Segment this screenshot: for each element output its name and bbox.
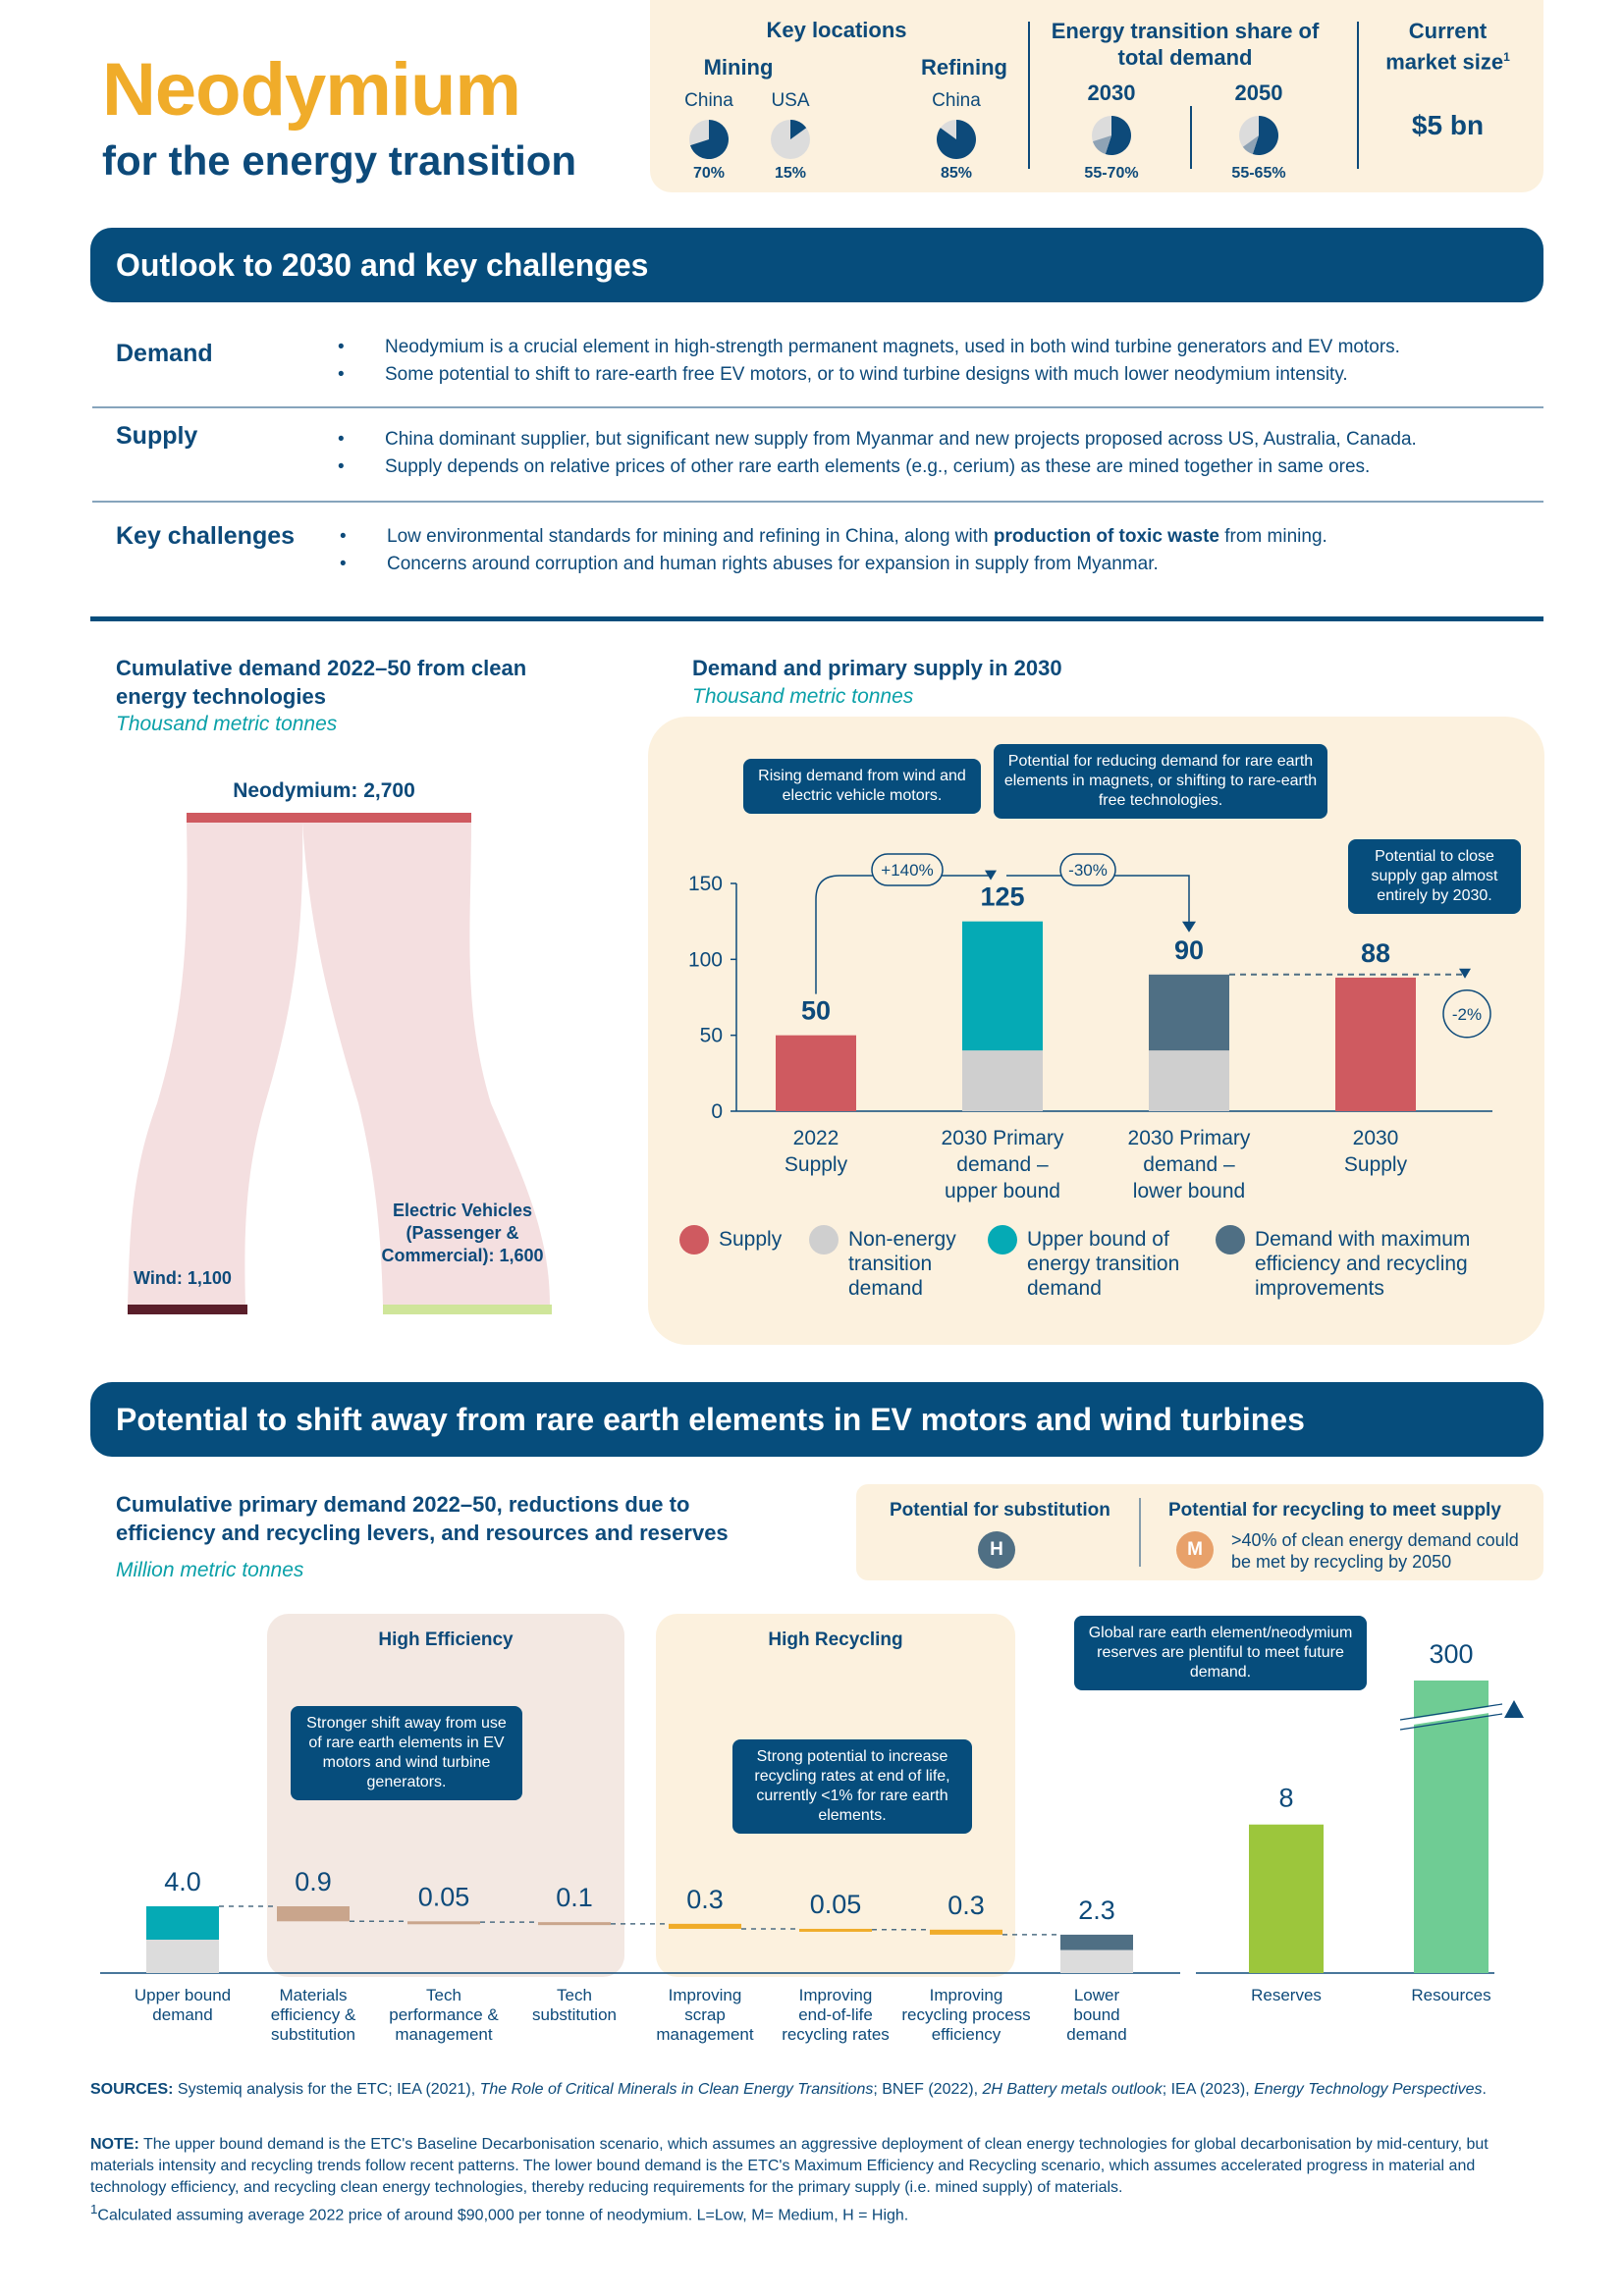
y-tick-label: 0	[711, 1100, 723, 1123]
high-efficiency-label: High Efficiency	[378, 1629, 514, 1650]
waterfall-category-label: bound	[1073, 2005, 1120, 2024]
x-tick-label: Supply	[784, 1153, 848, 1176]
waterfall-value-label: 2.3	[1078, 1895, 1115, 1925]
x-tick-label: demand –	[956, 1153, 1049, 1176]
share-heading: Energy transition share of total demand	[1051, 19, 1320, 70]
waterfall-category-label: management	[395, 2025, 493, 2044]
callout-supply-gap: Potential to close supply gap almost entirely by 2030.	[1348, 839, 1521, 914]
ds-legend	[679, 1227, 1534, 1301]
row-divider	[92, 501, 1543, 503]
waterfall-bar-reduction	[799, 1929, 872, 1932]
legend-item	[809, 1227, 966, 1301]
arrow-head	[1459, 969, 1471, 979]
callout-reserves: Global rare earth element/neodymium reserves are plentiful to meet future demand.	[1074, 1616, 1367, 1690]
x-tick-label: 2030 Primary	[1127, 1127, 1251, 1149]
reserve-category-label: Resources	[1411, 1986, 1491, 2004]
divider	[1357, 22, 1359, 169]
bar-total-label: 88	[1360, 937, 1391, 968]
key-locations-heading: Key locations	[766, 18, 907, 42]
waterfall-category-label: scrap	[684, 2005, 726, 2024]
waterfall-value-label: 0.1	[556, 1883, 593, 1913]
reserve-value-label: 300	[1429, 1639, 1474, 1669]
substitution-heading: Potential for substitution	[890, 1500, 1110, 1521]
waterfall-category-label: Materials	[279, 1986, 348, 2004]
recycling-badge: M	[1176, 1531, 1214, 1569]
y-tick-label: 150	[687, 873, 723, 895]
waterfall-category-label: recycling process	[901, 2005, 1031, 2024]
substitution-badge: H	[978, 1531, 1015, 1569]
x-tick-label: 2022	[792, 1127, 839, 1149]
refining-heading: Refining	[921, 55, 1007, 80]
waterfall-value-label: 0.3	[947, 1890, 985, 1920]
waterfall-title: Cumulative primary demand 2022–50, reductions due to efficiency and recycling levers, and resources and reserves	[116, 1492, 729, 1545]
callout-recycling: Strong potential to increase recycling rates at end of life, currently <1% for rare earth elements.	[732, 1739, 972, 1834]
sankey-unit: Thousand metric tonnes	[116, 713, 338, 735]
waterfall-category-label: demand	[152, 2005, 213, 2024]
bar-segment	[776, 1036, 856, 1111]
reserve-bar	[1414, 1681, 1489, 1973]
pie-mining-china	[687, 118, 731, 161]
legend-item	[988, 1227, 1194, 1301]
waterfall-category-label: efficiency &	[270, 2005, 356, 2024]
reserve-category-label: Reserves	[1251, 1986, 1322, 2004]
share-year-2050: 2050	[1234, 80, 1283, 105]
supply-bullets	[338, 426, 1536, 481]
divider	[1190, 106, 1192, 169]
bar-total-label: 125	[980, 881, 1025, 912]
bullet-item: • Neodymium is a crucial element in high-strength permanent magnets, used in both wind turbine generators and EV motors.	[338, 337, 1400, 357]
page-title: Neodymium	[102, 48, 520, 132]
bar-segment	[1335, 978, 1416, 1111]
section-divider	[90, 616, 1543, 621]
row-divider	[92, 406, 1543, 408]
waterfall-category-label: management	[656, 2025, 754, 2044]
arrow-head	[1182, 922, 1196, 933]
callout-reducing-demand: Potential for reducing demand for rare earth elements in magnets, or shifting to rare-earth free technologies.	[994, 744, 1327, 819]
ds-chart-title: Demand and primary supply in 2030	[692, 656, 1062, 680]
x-tick-label: 2030 Primary	[941, 1127, 1064, 1149]
market-value: $5 bn	[1411, 110, 1485, 140]
sankey-ev-node	[383, 1305, 552, 1314]
sources: SOURCES: Systemiq analysis for the ETC; IEA (2021), The Role of Critical Minerals in Clean Energy Transitions; BNEF (2022), 2H Battery metals outlook; IEA (2023), Energy Technology Perspectives.	[90, 2081, 1487, 2098]
bar-segment	[1149, 975, 1229, 1050]
legend-label: Non-energy transition demand	[848, 1228, 956, 1300]
waterfall-category-label: performance &	[389, 2005, 499, 2024]
bullet-item: • Supply depends on relative prices of other rare earth elements (e.g., cerium) as these are mined together in same ores.	[338, 456, 1371, 477]
waterfall-value-label: 0.05	[809, 1889, 862, 1919]
demand-row-label: Demand	[116, 340, 213, 367]
bullet-item: • Concerns around corruption and human rights abuses for expansion in supply from Myanmar.	[340, 554, 1159, 574]
bar-segment	[962, 922, 1043, 1050]
waterfall-bar-total	[146, 1906, 219, 1940]
x-tick-label: upper bound	[945, 1180, 1060, 1202]
waterfall-category-label: Improving	[929, 1986, 1003, 2004]
note: NOTE: The upper bound demand is the ETC's Baseline Decarbonisation scenario, which assumes an aggressive deployment of clean energy technologies for global decarbonisation by mid-century, but materials intensity and recycling trends follow recent patterns. The lower bound demand is the ETC's Maximum Efficiency and Recycling scenario, which assumes accelerated progress in material and technology efficiency, and recycling clean energy technologies, thereby reducing requirements for the primary supply (i.e. mined supply) of materials. $^1$Calculated assuming average 2022 price of around $90,000 per tonne of neodymium. L=Low, M= Medium, H = High.	[90, 2136, 1489, 2224]
sankey-source-node	[187, 813, 471, 823]
challenges-bullets	[340, 523, 1538, 578]
legend-swatch	[679, 1225, 709, 1255]
waterfall-category-label: substitution	[271, 2025, 355, 2044]
legend-item	[1216, 1227, 1471, 1301]
pie-mining-usa	[769, 118, 812, 161]
share-range-2050: 55-65%	[1231, 165, 1286, 182]
sankey-ev-label: Electric Vehicles (Passenger & Commercial): 1,600	[381, 1201, 544, 1265]
pie-share-2050	[1237, 114, 1280, 157]
divider	[1028, 22, 1030, 169]
waterfall-category-label: Lower	[1073, 1986, 1120, 2004]
mining-country-2: USA	[771, 90, 810, 111]
challenges-row-label: Key challenges	[116, 522, 296, 550]
sankey-title: Cumulative demand 2022–50 from clean energy technologies	[116, 656, 527, 709]
refining-country-1: China	[932, 90, 981, 111]
waterfall-category-label: demand	[1066, 2025, 1127, 2044]
x-tick-label: lower bound	[1132, 1180, 1246, 1202]
bullet-item: • Low environmental standards for mining and refining in China, along with production of toxic waste from mining.	[340, 526, 1327, 547]
waterfall-category-label: Upper bound	[134, 1986, 232, 2004]
reserve-value-label: 8	[1278, 1783, 1294, 1813]
waterfall-value-label: 4.0	[164, 1867, 201, 1896]
waterfall-category-label: Improving	[668, 1986, 742, 2004]
legend-swatch	[809, 1225, 839, 1255]
demand-bullets	[338, 334, 1536, 389]
y-tick-label: 100	[687, 948, 723, 972]
waterfall-value-label: 0.3	[686, 1884, 724, 1914]
high-recycling-label: High Recycling	[768, 1629, 903, 1650]
waterfall-bar-reduction	[930, 1930, 1002, 1935]
legend-swatch	[1216, 1225, 1245, 1255]
share-range-2030: 55-70%	[1084, 165, 1139, 182]
legend-label: Supply	[719, 1228, 783, 1251]
waterfall-category-label: recycling rates	[782, 2025, 890, 2044]
sankey-wind-label: Wind: 1,100	[134, 1268, 232, 1288]
x-tick-label: demand –	[1143, 1153, 1235, 1176]
mining-heading: Mining	[703, 55, 774, 80]
callout-rising-demand: Rising demand from wind and electric vehicle motors.	[743, 759, 981, 814]
waterfall-value-label: 0.05	[417, 1882, 470, 1912]
waterfall-bar-base	[1060, 1950, 1133, 1973]
change-pill-label: +140%	[881, 861, 934, 880]
recycling-text: >40% of clean energy demand could be met by recycling by 2050	[1231, 1530, 1519, 1572]
share-year-2030: 2030	[1087, 80, 1136, 105]
legend-label: Upper bound of energy transition demand	[1027, 1228, 1180, 1300]
change-circle-label: -2%	[1451, 1004, 1483, 1024]
bullet-item: • Some potential to shift to rare-earth free EV motors, or to wind turbine designs with much lower neodymium intensity.	[338, 364, 1348, 385]
market-heading: Current market size$^1$	[1385, 19, 1510, 75]
recycling-heading: Potential for recycling to meet supply	[1168, 1500, 1501, 1521]
mining-pct-2: 15%	[774, 165, 807, 182]
y-tick-label: 50	[699, 1024, 723, 1047]
waterfall-category-label: Improving	[798, 1986, 873, 2004]
substitution-recycling-panel	[856, 1484, 1543, 1580]
legend-item	[679, 1227, 787, 1301]
waterfall-category-label: efficiency	[931, 2025, 1001, 2044]
pie-share-2030	[1090, 114, 1133, 157]
waterfall-bar-reduction	[407, 1921, 480, 1924]
sankey-flow-wind	[128, 823, 302, 1305]
supply-row-label: Supply	[116, 422, 198, 450]
x-tick-label: Supply	[1343, 1153, 1408, 1176]
bar-total-label: 50	[800, 995, 832, 1026]
waterfall-bar-reduction	[669, 1924, 741, 1929]
bullet-item: • China dominant supplier, but significant new supply from Myanmar and new projects proposed across US, Australia, Canada.	[338, 429, 1417, 450]
legend-label: Demand with maximum efficiency and recycling improvements	[1255, 1228, 1471, 1300]
outlook-section-title: Outlook to 2030 and key challenges	[90, 228, 1543, 302]
sankey-total-label: Neodymium: 2,700	[233, 779, 415, 802]
waterfall-category-label: Tech	[557, 1986, 592, 2004]
waterfall-category-label: Tech	[426, 1986, 461, 2004]
sankey-wind-node	[128, 1305, 247, 1314]
waterfall-bar-total	[1060, 1935, 1133, 1950]
waterfall-category-label: substitution	[532, 2005, 617, 2024]
bar-segment	[1149, 1050, 1229, 1111]
bar-segment	[962, 1050, 1043, 1111]
waterfall-unit: Million metric tonnes	[116, 1559, 304, 1581]
page-subtitle: for the energy transition	[102, 137, 577, 184]
up-arrow-icon	[1504, 1700, 1524, 1718]
divider	[1139, 1498, 1141, 1567]
waterfall-bar-reduction	[277, 1906, 350, 1921]
change-pill-label: -30%	[1068, 861, 1108, 880]
pie-refining-china	[935, 118, 978, 161]
mining-country-1: China	[684, 90, 733, 111]
waterfall-value-label: 0.9	[295, 1867, 332, 1896]
refining-pct-1: 85%	[940, 165, 973, 182]
waterfall-bar-reduction	[538, 1922, 611, 1925]
bar-total-label: 90	[1173, 934, 1205, 965]
mining-pct-1: 70%	[692, 165, 726, 182]
shift-section-title: Potential to shift away from rare earth elements in EV motors and wind turbines	[90, 1382, 1543, 1457]
waterfall-category-label: end-of-life	[798, 2005, 873, 2024]
callout-efficiency: Stronger shift away from use of rare earth elements in EV motors and wind turbine generators.	[291, 1706, 522, 1800]
key-facts-panel	[650, 0, 1543, 192]
ds-chart-unit: Thousand metric tonnes	[692, 685, 914, 708]
waterfall-bar-base	[146, 1940, 219, 1973]
legend-swatch	[988, 1225, 1017, 1255]
x-tick-label: 2030	[1352, 1127, 1399, 1149]
reserve-bar	[1249, 1825, 1324, 1973]
